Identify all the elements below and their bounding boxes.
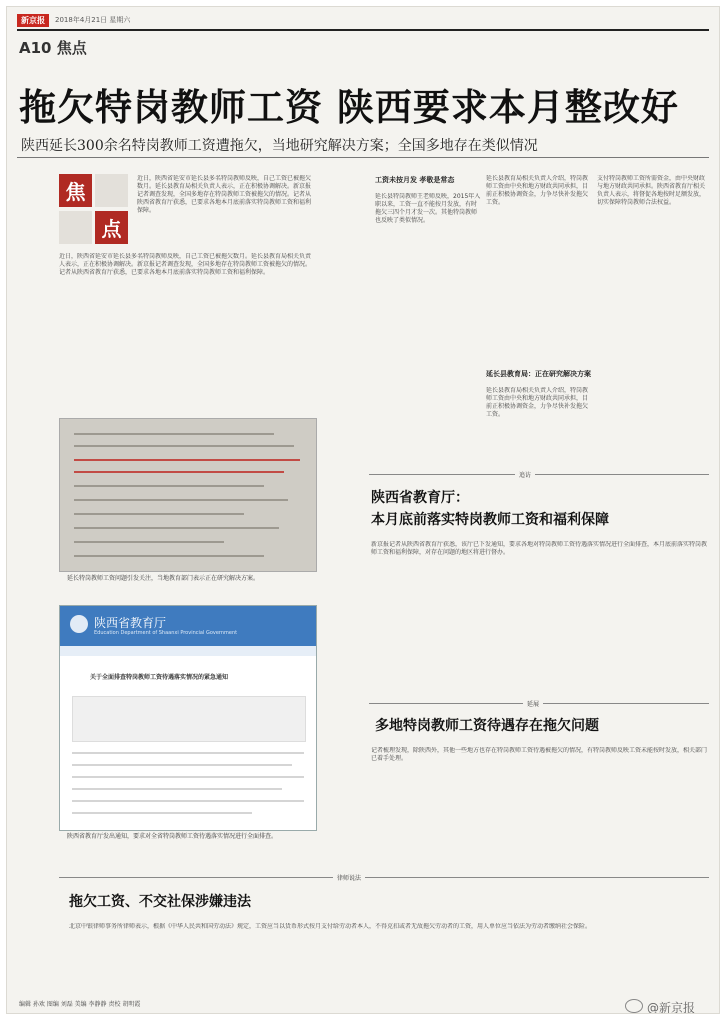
website-text-line xyxy=(72,812,252,814)
section-label: A10 焦点 xyxy=(19,39,87,57)
column3-body: 延长县教育局相关负责人介绍，特岗教师工资由中央和地方财政共同承担，目前正积极协调资金，力争尽快补发拖欠工资。 xyxy=(486,387,589,418)
badge-blank-1 xyxy=(95,174,128,207)
document-photo xyxy=(59,418,317,572)
photo-line xyxy=(74,513,244,515)
photo-caption: 延长特岗教师工资问题引发关注，当地教育部门表示正在研究解决方案。 xyxy=(67,575,260,582)
subheadline: 陕西延长300余名特岗教师工资遭拖欠，当地研究解决方案；全国多地存在类似情况 xyxy=(21,138,538,154)
photo-line xyxy=(74,527,279,529)
photo-line xyxy=(74,499,288,501)
website-subtitle: Education Department of Shaanxi Provincial Government xyxy=(94,630,238,636)
photo-line xyxy=(74,433,274,435)
website-nav xyxy=(60,646,316,656)
website-info-box xyxy=(72,696,306,742)
article3-title: 多地特岗教师工资待遇存在拖欠问题 xyxy=(375,718,599,734)
masthead-logo: 新京报 xyxy=(17,14,49,27)
watermark: @新京报 xyxy=(647,1001,696,1014)
website-text-line xyxy=(72,788,282,790)
website-text-line xyxy=(72,776,304,778)
emblem-icon xyxy=(70,615,88,633)
lead-text-body: 近日，陕西省延安市延长县多名特岗教师反映，自己工资已被拖欠数月。延长县教育局相关负责人表示，正在积极协调解决。新京报记者调查发现，全国多地存在特岗教师工资被拖欠的情况。记者从陕西省教育厅获悉，已要求各地本月底前落实特岗教师工资和福利保障。 xyxy=(59,253,312,276)
subheadline-rule xyxy=(17,157,709,158)
focus-badge xyxy=(59,174,129,246)
photo-line xyxy=(74,555,264,557)
article4-title: 拖欠工资、不交社保涉嫌违法 xyxy=(69,894,251,910)
weibo-icon xyxy=(625,999,643,1013)
column2-heading: 工资未按月发 孝敬是常态 xyxy=(375,175,455,184)
lead-text-top: 近日，陕西省延安市延长县多名特岗教师反映，自己工资已被拖欠数月。延长县教育局相关负责人表示，正在积极协调解决。新京报记者调查发现，全国多地存在特岗教师工资被拖欠的情况。记者从陕西省教育厅获悉，已要求各地本月底前落实特岗教师工资和福利保障。 xyxy=(137,175,312,214)
article3-text: 记者梳理发现，除陕西外，其他一些地方也存在特岗教师工资待遇被拖欠的情况，有特岗教师反映工资未能按时发放，相关部门已着手处理。 xyxy=(371,747,707,762)
photo-line xyxy=(74,541,224,543)
masthead-date: 2018年4月21日 星期六 xyxy=(55,16,131,24)
column2-text: 延长县特岗教师王老师反映，2015年入职以来，工资一直不能按月发放，有时拖欠三四个月才发一次。其他特岗教师也反映了类似情况。 xyxy=(375,193,481,224)
top-rule xyxy=(17,29,709,31)
website-header xyxy=(60,606,316,646)
badge-top: 焦 xyxy=(59,174,92,207)
website-doc-title: 关于全面排查特岗教师工资待遇落实情况的紧急通知 xyxy=(90,674,229,681)
tag-follow-up: 追访 xyxy=(515,470,535,479)
column3-text: 延长县教育局相关负责人介绍，特岗教师工资由中央和地方财政共同承担，目前正积极协调资金，力争尽快补发拖欠工资。 xyxy=(486,175,589,206)
photo-line-highlight xyxy=(74,459,300,461)
website-screenshot xyxy=(59,605,317,831)
article2-title-1: 陕西省教育厅： xyxy=(371,490,469,506)
photo-line-highlight xyxy=(74,471,284,473)
masthead xyxy=(17,13,130,27)
column3-heading: 延长县教育局：正在研究解决方案 xyxy=(486,369,591,378)
photo-line xyxy=(74,445,294,447)
column4-text: 支付特岗教师工资所需资金，由中央财政与地方财政共同承担。陕西省教育厅相关负责人表示，将督促各地按时足额发放，切实保障特岗教师合法权益。 xyxy=(597,175,705,206)
headline: 拖欠特岗教师工资 陕西要求本月整改好 xyxy=(19,85,679,129)
website-title: 陕西省教育厅 xyxy=(94,616,167,630)
newspaper-page xyxy=(6,6,720,1014)
website-text-line xyxy=(72,764,292,766)
photo-line xyxy=(74,485,264,487)
footer-credits: 编辑 孙欢 图编 刘磊 美编 李静静 责校 胡明霞 xyxy=(19,1001,141,1008)
screenshot-caption: 陕西省教育厅发出通知，要求对全省特岗教师工资待遇落实情况进行全面排查。 xyxy=(67,833,278,840)
article2-text: 新京报记者从陕西省教育厅获悉，该厅已下发通知，要求各地对特岗教师工资待遇落实情况进行全面排查，本月底前落实特岗教师工资和福利保障，对存在问题的地区将进行督办。 xyxy=(371,541,707,556)
article2-title-2: 本月底前落实特岗教师工资和福利保障 xyxy=(371,512,609,528)
website-text-line xyxy=(72,800,304,802)
badge-blank-2 xyxy=(59,211,92,244)
tag-lawyer: 律师说法 xyxy=(333,873,365,882)
article4-text: 北京中银律师事务所律师表示，根据《中华人民共和国劳动法》规定，工资应当以货币形式按月支付给劳动者本人，不得克扣或者无故拖欠劳动者的工资，用人单位应当依法为劳动者缴纳社会保险。 xyxy=(69,923,592,930)
badge-bottom: 点 xyxy=(95,211,128,244)
website-text-line xyxy=(72,752,304,754)
tag-extension: 延展 xyxy=(523,699,543,708)
section-divider xyxy=(59,877,709,878)
section-divider xyxy=(369,474,709,475)
